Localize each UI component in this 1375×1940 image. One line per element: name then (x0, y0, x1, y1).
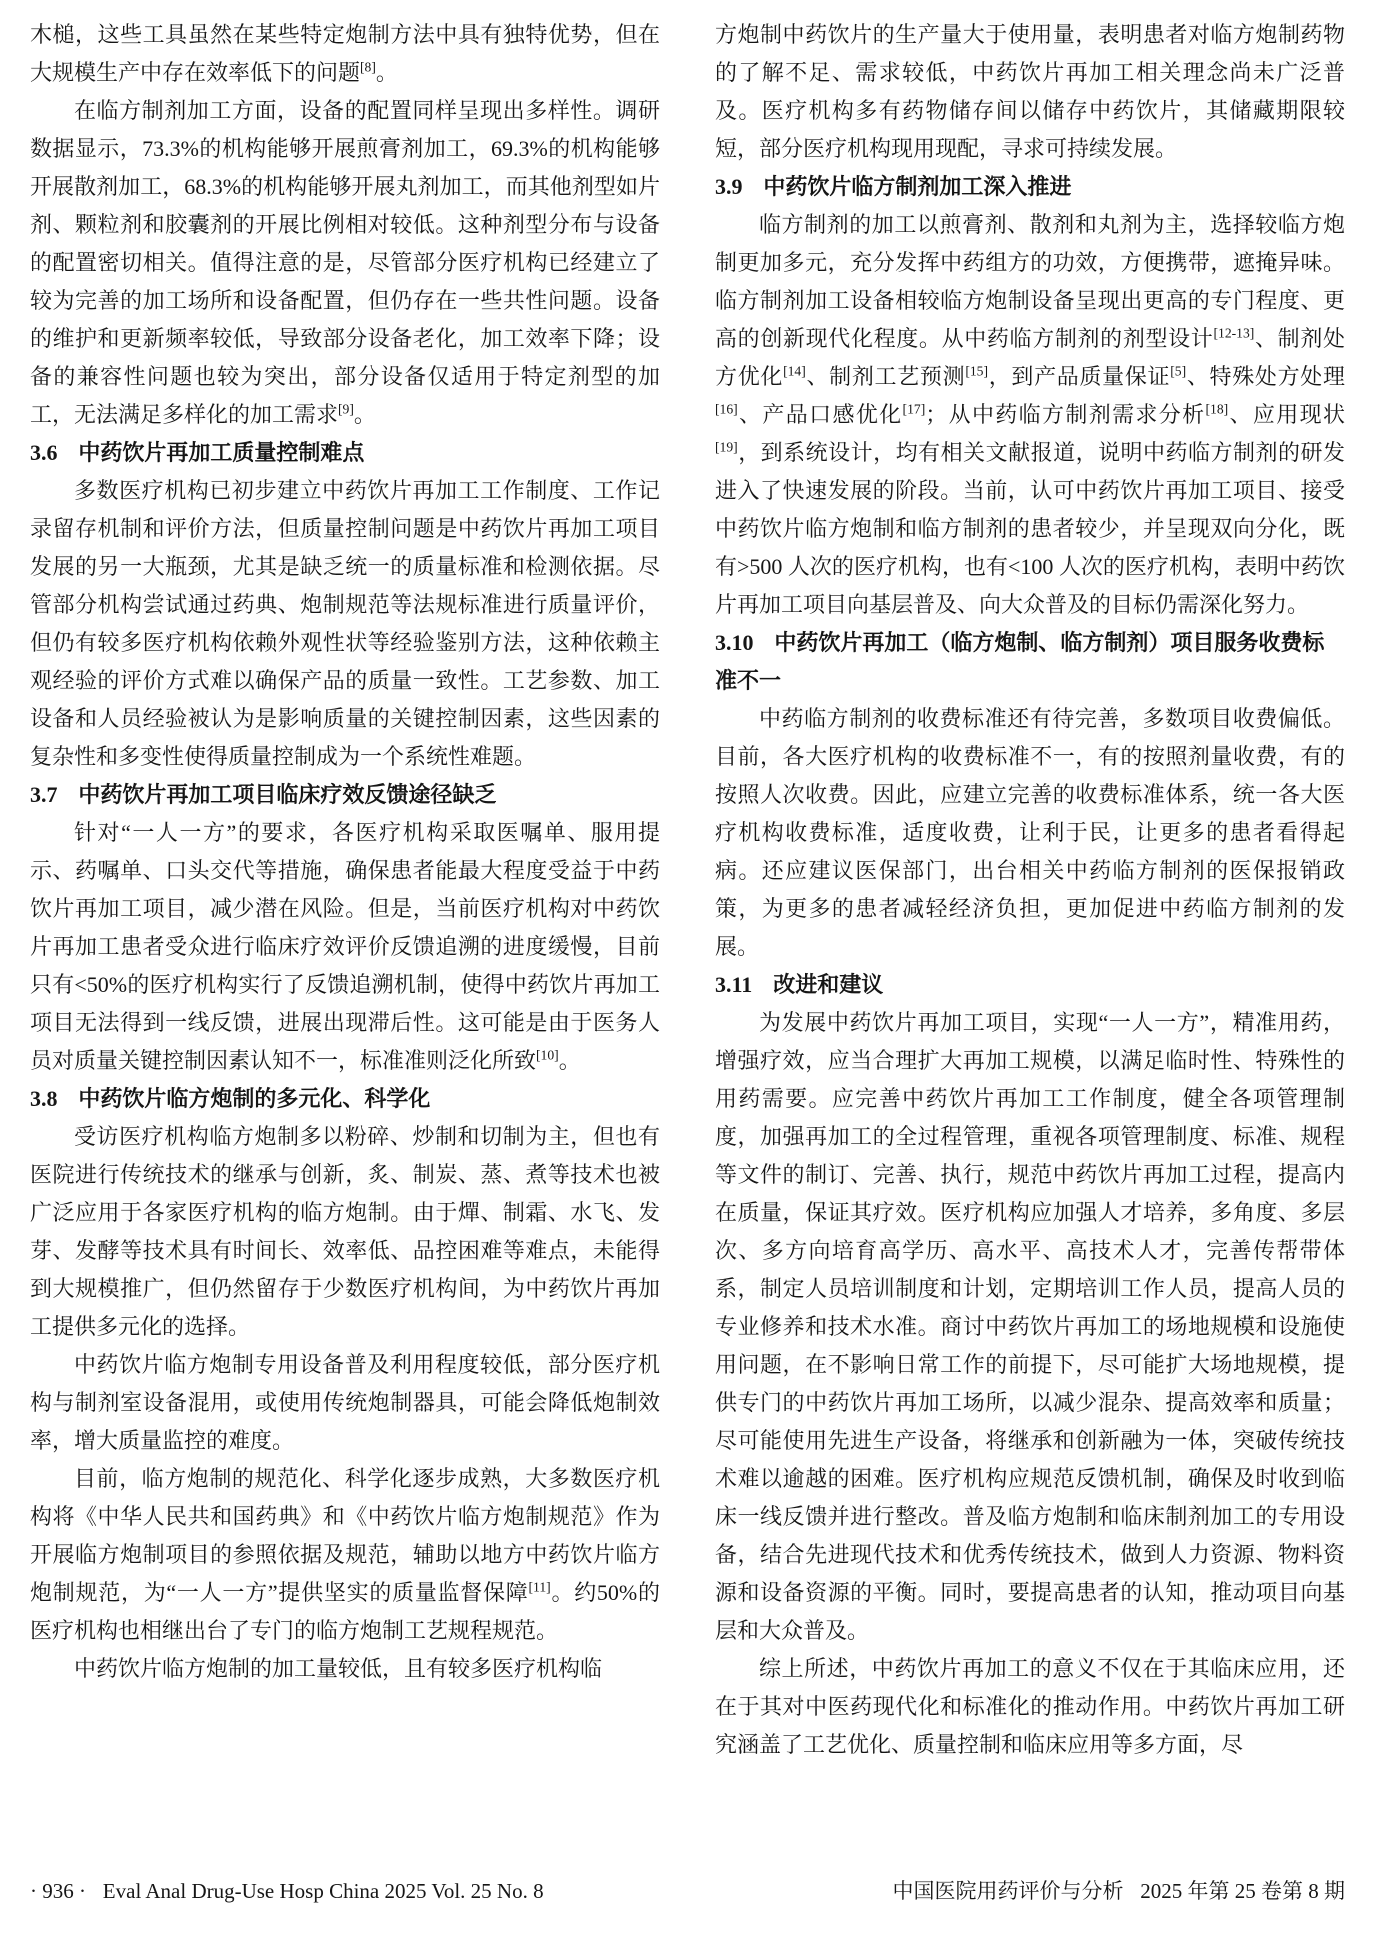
reference-marker: [8] (360, 59, 376, 75)
paragraph: 在临方制剂加工方面，设备的配置同样呈现出多样性。调研数据显示，73.3%的机构能够开展煎膏剂加工，69.3%的机构能够开展散剂加工，68.3%的机构能够开展丸剂加工，而其他剂型如片剂、颗粒剂和胶囊剂的开展比例相对较低。这种剂型分布与设备的配置密切相关。值得注意的是，尽管部分医疗机构已经建立了较为完善的加工场所和设备配置，但仍存在一些共性问题。设备的维护和更新频率较低，导致部分设备老化，加工效率下降；设备的兼容性问题也较为突出，部分设备仅适用于特定剂型的加工，无法满足多样化的加工需求[9]。 (30, 98, 660, 427)
footer-right (892, 1876, 1345, 1906)
paragraph: 受访医疗机构临方炮制多以粉碎、炒制和切制为主，但也有医院进行传统技术的继承与创新，炙、制炭、蒸、煮等技术也被广泛应用于各家医疗机构的临方炮制。由于燀、制霜、水飞、发芽、发酵等技术具有时间长、效率低、品控困难等难点，未能得到大规模推广，但仍然留存于少数医疗机构间，为中药饮片再加工提供多元化的选择。 (30, 1124, 660, 1339)
section-heading-3.8: 3.8 中药饮片临方炮制的多元化、科学化 (30, 1086, 431, 1111)
paragraph: 综上所述，中药饮片再加工的意义不仅在于其临床应用，还在于其对中医药现代化和标准化的推动作用。中药饮片再加工研究涵盖了工艺优化、质量控制和临床应用等多方面，尽 (715, 1656, 1345, 1757)
section-number: 3.6 (30, 440, 58, 465)
reference-marker: [19] (715, 439, 738, 455)
paragraph: 临方制剂的加工以煎膏剂、散剂和丸剂为主，选择较临方炮制更加多元，充分发挥中药组方的功效，方便携带，遮掩异味。临方制剂加工设备相较临方炮制设备呈现出更高的专门程度、更高的创新现代化程度。从中药临方制剂的剂型设计[12-13]、制剂处方优化[14]、制剂工艺预测[15]，到产品质量保证[5]、特殊处方处理[16]、产品口感优化[17]；从中药临方制剂需求分析[18]、应用现状[19]，到系统设计，均有相关文献报道，说明中药临方制剂的研发进入了快速发展的阶段。当前，认可中药饮片再加工项目、接受中药饮片临方炮制和临方制剂的患者较少，并呈现双向分化，既有>500 人次的医疗机构，也有<100 人次的医疗机构，表明中药饮片再加工项目向基层普及、向大众普及的目标仍需深化努力。 (715, 212, 1345, 617)
left-column (30, 16, 660, 1764)
section-number: 3.9 (715, 174, 743, 199)
reference-marker: [10] (536, 1047, 559, 1063)
section-number: 3.10 (715, 630, 754, 655)
paragraph: 木槌，这些工具虽然在某些特定炮制方法中具有独特优势，但在大规模生产中存在效率低下的问题[8]。 (30, 22, 660, 85)
page-footer (30, 1876, 1345, 1906)
reference-marker: [14] (783, 363, 806, 379)
paragraph: 为发展中药饮片再加工项目，实现“一人一方”，精准用药，增强疗效，应当合理扩大再加工规模，以满足临时性、特殊性的用药需要。应完善中药饮片再加工工作制度，健全各项管理制度，加强再加工的全过程管理，重视各项管理制度、标准、规程等文件的制订、完善、执行，规范中药饮片再加工过程，提高内在质量，保证其疗效。医疗机构应加强人才培养，多角度、多层次、多方向培育高学历、高水平、高技术人才，完善传帮带体系，制定人员培训制度和计划，定期培训工作人员，提高人员的专业修养和技术水准。商讨中药饮片再加工的场地规模和设施使用问题，在不影响日常工作的前提下，尽可能扩大场地规模，提供专门的中药饮片再加工场所，以减少混杂、提高效率和质量；尽可能使用先进生产设备，将继承和创新融为一体，突破传统技术难以逾越的困难。医疗机构应规范反馈机制，确保及时收到临床一线反馈并进行整改。普及临方炮制和临床制剂加工的专用设备，结合先进现代技术和优秀传统技术，做到人力资源、物料资源和设备资源的平衡。同时，要提高患者的认知，推动项目向基层和大众普及。 (715, 1010, 1345, 1643)
section-heading-3.6: 3.6 中药饮片再加工质量控制难点 (30, 440, 365, 465)
footer-left (30, 1876, 544, 1906)
reference-marker: [18] (1205, 401, 1229, 417)
section-heading-3.7: 3.7 中药饮片再加工项目临床疗效反馈途径缺乏 (30, 782, 497, 807)
page-number: · 936 · (30, 1879, 86, 1903)
journal-name-chinese: 中国医院用药评价与分析 (892, 1879, 1124, 1903)
section-number: 3.11 (715, 972, 753, 997)
journal-name-english: Eval Anal Drug-Use Hosp China 2025 Vol. 25 No. 8 (102, 1879, 544, 1903)
paragraph: 方炮制中药饮片的生产量大于使用量，表明患者对临方炮制药物的了解不足、需求较低，中药饮片再加工相关理念尚未广泛普及。医疗机构多有药物储存间以储存中药饮片，其储藏期限较短，部分医疗机构现用现配，寻求可持续发展。 (715, 22, 1345, 161)
journal-issue: 2025 年第 25 卷第 8 期 (1140, 1879, 1345, 1903)
paragraph: 中药饮片临方炮制专用设备普及利用程度较低，部分医疗机构与制剂室设备混用，或使用传统炮制器具，可能会降低炮制效率，增大质量监控的难度。 (30, 1352, 660, 1453)
section-heading-3.10: 3.10 中药饮片再加工（临方炮制、临方制剂）项目服务收费标准不一 (715, 630, 1325, 693)
reference-marker: [12-13] (1213, 325, 1255, 341)
reference-marker: [16] (715, 401, 738, 417)
reference-marker: [5] (1170, 363, 1187, 379)
reference-marker: [9] (338, 401, 354, 417)
section-number: 3.7 (30, 782, 58, 807)
paragraph: 中药饮片临方炮制的加工量较低，且有较多医疗机构临 (74, 1656, 603, 1681)
reference-marker: [11] (528, 1579, 551, 1595)
reference-marker: [15] (965, 363, 989, 379)
reference-marker: [17] (902, 401, 926, 417)
paragraph: 中药临方制剂的收费标准还有待完善，多数项目收费偏低。目前，各大医疗机构的收费标准不一，有的按照剂量收费，有的按照人次收费。因此，应建立完善的收费标准体系，统一各大医疗机构收费标准，适度收费，让利于民，让更多的患者看得起病。还应建议医保部门，出台相关中药临方制剂的医保报销政策，为更多的患者减轻经济负担，更加促进中药临方制剂的发展。 (715, 706, 1345, 959)
paragraph: 目前，临方炮制的规范化、科学化逐步成熟，大多数医疗机构将《中华人民共和国药典》和《中药饮片临方炮制规范》作为开展临方炮制项目的参照依据及规范，辅助以地方中药饮片临方炮制规范，为“一人一方”提供坚实的质量监督保障[11]。约50%的医疗机构也相继出台了专门的临方炮制工艺规程规范。 (30, 1466, 660, 1643)
section-heading-3.9: 3.9 中药饮片临方制剂加工深入推进 (715, 174, 1072, 199)
section-number: 3.8 (30, 1086, 58, 1111)
paragraph: 针对“一人一方”的要求，各医疗机构采取医嘱单、服用提示、药嘱单、口头交代等措施，确保患者能最大程度受益于中药饮片再加工项目，减少潜在风险。但是，当前医疗机构对中药饮片再加工患者受众进行临床疗效评价反馈追溯的进度缓慢，目前只有<50%的医疗机构实行了反馈追溯机制，使得中药饮片再加工项目无法得到一线反馈，进展出现滞后性。这可能是由于医务人员对质量关键控制因素认知不一，标准准则泛化所致[10]。 (30, 820, 660, 1073)
paragraph: 多数医疗机构已初步建立中药饮片再加工工作制度、工作记录留存机制和评价方法，但质量控制问题是中药饮片再加工项目发展的另一大瓶颈，尤其是缺乏统一的质量标准和检测依据。尽管部分机构尝试通过药典、炮制规范等法规标准进行质量评价，但仍有较多医疗机构依赖外观性状等经验鉴别方法，这种依赖主观经验的评价方式难以确保产品的质量一致性。工艺参数、加工设备和人员经验被认为是影响质量的关键控制因素，这些因素的复杂性和多变性使得质量控制成为一个系统性难题。 (30, 478, 660, 769)
right-column (715, 16, 1345, 1764)
two-column-layout (30, 16, 1345, 1764)
section-heading-3.11: 3.11 改进和建议 (715, 972, 884, 997)
